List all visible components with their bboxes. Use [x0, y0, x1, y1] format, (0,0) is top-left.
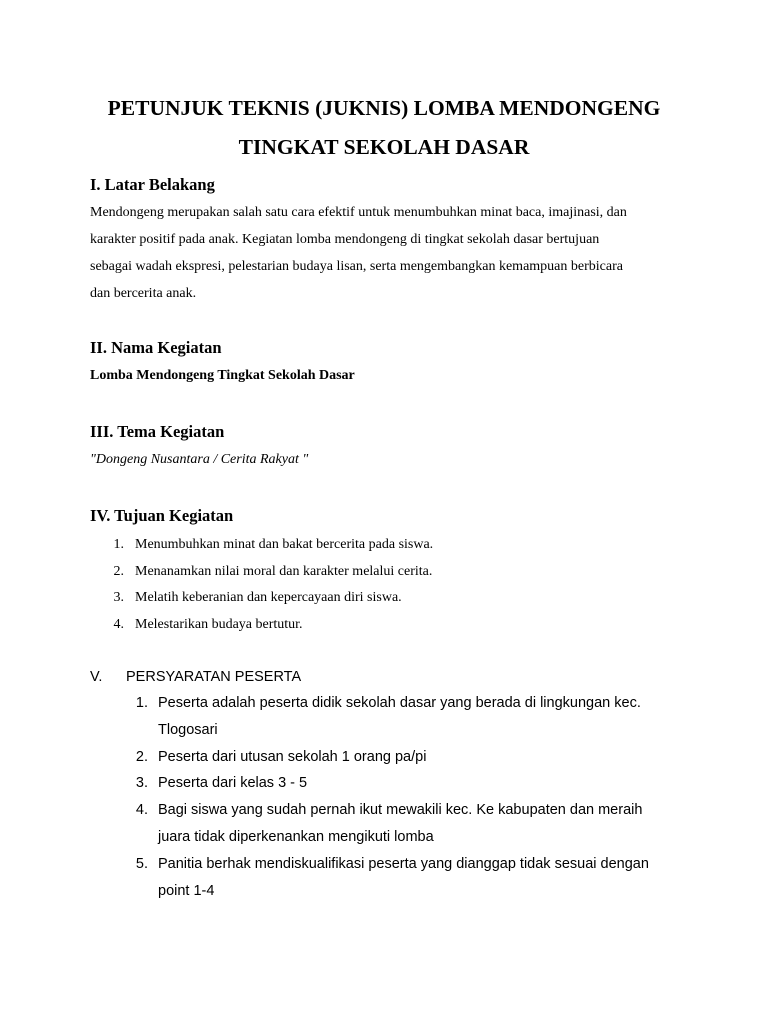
tema-kegiatan-value: "Dongeng Nusantara / Cerita Rakyat " — [90, 452, 309, 467]
list-item-number: 4. — [135, 802, 148, 819]
paragraph-line: sebagai wadah ekspresi, pelestarian budaya lisan, serta mengembangkan kemampuan berbicara — [90, 259, 623, 274]
paragraph-line: dan bercerita anak. — [90, 286, 197, 301]
list-item — [90, 851, 649, 905]
list-item — [90, 690, 649, 744]
tujuan-kegiatan-list — [90, 532, 433, 638]
list-item-text-continued: Tlogosari — [158, 721, 218, 738]
list-item-number: 2. — [135, 748, 148, 765]
paragraph-line: Mendongeng merupakan salah satu cara efektif untuk menumbuhkan minat baca, imajinasi, dan — [90, 205, 627, 220]
list-item — [90, 744, 649, 771]
section-heading-nama-kegiatan: II. Nama Kegiatan — [90, 338, 222, 357]
list-item-text: Melestarikan budaya bertutur. — [135, 616, 303, 632]
list-item — [90, 797, 649, 851]
list-item-number: 3. — [135, 775, 148, 792]
list-item-number: 1. — [113, 537, 124, 552]
list-item-text-continued: juara tidak diperkenankan mengikuti lomba — [158, 828, 434, 845]
list-item-number: 5. — [135, 855, 148, 872]
section-heading-tema-kegiatan: III. Tema Kegiatan — [90, 422, 225, 441]
document-title-line-2: TINGKAT SEKOLAH DASAR — [238, 135, 530, 159]
list-item-number: 4. — [113, 616, 124, 632]
section-number: V. — [90, 669, 103, 685]
list-item — [90, 770, 649, 797]
nama-kegiatan-value: Lomba Mendongeng Tingkat Sekolah Dasar — [90, 368, 355, 383]
section-heading-label: PERSYARATAN PESERTA — [126, 669, 302, 685]
persyaratan-peserta-list — [90, 690, 649, 904]
list-item — [90, 559, 433, 586]
list-item-number: 2. — [113, 563, 124, 579]
list-item-text: Bagi siswa yang sudah pernah ikut mewakili kec. Ke kabupaten dan meraih — [158, 802, 643, 819]
list-item-text: Peserta dari utusan sekolah 1 orang pa/pi — [158, 748, 427, 765]
list-item-number: 3. — [113, 590, 124, 606]
list-item — [90, 532, 433, 559]
list-item-text: Menanamkan nilai moral dan karakter melalui cerita. — [135, 563, 433, 579]
list-item-text: Melatih keberanian dan kepercayaan diri siswa. — [135, 590, 402, 606]
section-heading-latar-belakang: I. Latar Belakang — [90, 175, 215, 194]
list-item-text: Menumbuhkan minat dan bakat bercerita pada siswa. — [135, 537, 434, 552]
list-item-number: 1. — [135, 695, 148, 711]
paragraph-line: karakter positif pada anak. Kegiatan lomba mendongeng di tingkat sekolah dasar bertujuan — [90, 232, 600, 247]
document-title-line-1: PETUNJUK TEKNIS (JUKNIS) LOMBA MENDONGENG — [107, 96, 661, 120]
section-paragraph-latar-belakang — [90, 199, 680, 307]
section-heading-tujuan-kegiatan: IV. Tujuan Kegiatan — [90, 506, 234, 525]
list-item-text: Panitia berhak mendiskualifikasi peserta yang dianggap tidak sesuai dengan — [158, 855, 649, 872]
list-item-text: Peserta dari kelas 3 - 5 — [158, 775, 308, 792]
list-item — [90, 585, 433, 612]
list-item-text-continued: point 1-4 — [158, 882, 215, 899]
list-item-text: Peserta adalah peserta didik sekolah dasar yang berada di lingkungan kec. — [158, 695, 641, 711]
list-item — [90, 612, 433, 639]
